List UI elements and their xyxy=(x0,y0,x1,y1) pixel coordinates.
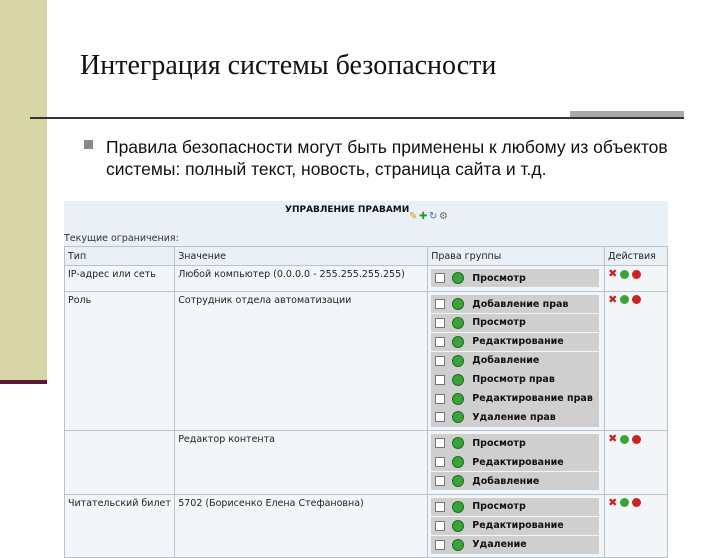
col-value: Значение xyxy=(175,247,428,266)
permission-item xyxy=(431,408,599,426)
delete-icon[interactable]: ✖ xyxy=(608,495,618,509)
permission-item xyxy=(431,453,599,471)
action-buttons xyxy=(608,434,664,444)
row-type: Роль xyxy=(65,291,175,430)
panel-title: УПРАВЛЕНИЕ ПРАВАМИ xyxy=(285,205,410,215)
table-row xyxy=(65,431,668,495)
permission-checkbox[interactable] xyxy=(435,412,445,422)
permission-label: Просмотр xyxy=(472,501,526,513)
granted-icon xyxy=(452,272,464,284)
permission-label: Просмотр xyxy=(472,437,526,449)
row-perms xyxy=(428,494,605,558)
table-row xyxy=(65,291,668,430)
permission-item xyxy=(431,434,599,452)
permission-checkbox[interactable] xyxy=(435,318,445,328)
col-type: Тип xyxy=(65,247,175,266)
granted-icon xyxy=(452,475,464,487)
table-row xyxy=(65,266,668,292)
permission-checkbox[interactable] xyxy=(435,502,445,512)
permission-item xyxy=(431,389,599,407)
apply-icon[interactable] xyxy=(620,435,629,444)
permission-label: Добавление xyxy=(472,355,540,367)
action-buttons xyxy=(608,269,664,279)
table-row xyxy=(65,494,668,558)
permission-checkbox[interactable] xyxy=(435,337,445,347)
action-buttons xyxy=(608,292,664,306)
permission-item xyxy=(431,370,599,388)
permission-label: Редактирование прав xyxy=(472,393,593,405)
permission-checkbox[interactable] xyxy=(435,540,445,550)
side-decor-band xyxy=(0,0,47,383)
granted-icon xyxy=(452,501,464,513)
delete-icon[interactable]: ✖ xyxy=(608,292,618,306)
permission-label: Добавление прав xyxy=(472,298,569,310)
permission-item xyxy=(431,314,599,332)
granted-icon xyxy=(452,437,464,449)
row-perms xyxy=(428,431,605,495)
permission-item xyxy=(431,333,599,351)
granted-icon xyxy=(452,539,464,551)
permission-checkbox[interactable] xyxy=(435,299,445,309)
col-perms: Права группы xyxy=(428,247,605,266)
permission-item xyxy=(431,269,599,287)
col-actions: Действия xyxy=(605,247,668,266)
row-type: IP-адрес или сеть xyxy=(65,266,175,292)
permission-label: Просмотр xyxy=(472,272,526,284)
remove-icon[interactable] xyxy=(632,295,641,304)
row-value: Сотрудник отдела автоматизации xyxy=(175,291,428,430)
side-decor-bottom xyxy=(0,380,47,384)
row-actions xyxy=(605,291,668,430)
permission-label: Просмотр xyxy=(472,317,526,329)
action-buttons xyxy=(608,495,664,509)
apply-icon[interactable] xyxy=(620,498,629,507)
permission-item xyxy=(431,295,599,313)
permission-item xyxy=(431,472,599,490)
permission-checkbox[interactable] xyxy=(435,521,445,531)
remove-icon[interactable] xyxy=(632,435,641,444)
granted-icon xyxy=(452,355,464,367)
apply-icon[interactable] xyxy=(620,270,629,279)
permission-label: Удаление прав xyxy=(472,411,556,423)
granted-icon xyxy=(452,317,464,329)
panel-toolbar xyxy=(409,204,449,223)
permission-checkbox[interactable] xyxy=(435,438,445,448)
pencil-icon[interactable]: ✎ xyxy=(409,211,418,222)
permission-item xyxy=(431,498,599,516)
permission-checkbox[interactable] xyxy=(435,273,445,283)
permission-checkbox[interactable] xyxy=(435,394,445,404)
row-perms xyxy=(428,291,605,430)
permission-checkbox[interactable] xyxy=(435,356,445,366)
permission-checkbox[interactable] xyxy=(435,375,445,385)
remove-icon[interactable] xyxy=(632,270,641,279)
permission-label: Добавление xyxy=(472,475,540,487)
add-icon[interactable]: ✚ xyxy=(419,211,428,222)
bullet-square-icon xyxy=(84,140,93,149)
row-perms xyxy=(428,266,605,292)
permission-label: Редактирование xyxy=(472,336,564,348)
permission-label: Удаление xyxy=(472,539,527,551)
granted-icon xyxy=(452,411,464,423)
rules-table xyxy=(64,246,668,558)
apply-icon[interactable] xyxy=(620,295,629,304)
permission-label: Редактирование xyxy=(472,456,564,468)
side-decor-line xyxy=(47,0,50,383)
granted-icon xyxy=(452,393,464,405)
row-value: Любой компьютер (0.0.0.0 - 255.255.255.255) xyxy=(175,266,428,292)
row-type: Читательский билет xyxy=(65,494,175,558)
granted-icon xyxy=(452,298,464,310)
granted-icon xyxy=(452,520,464,532)
bullet-text: Правила безопасности могут быть применены к любому из объектов системы: полный текст, новость, страница сайта и т.д. xyxy=(106,137,668,179)
slide-title: Интеграция системы безопасности xyxy=(80,50,497,81)
permission-checkbox[interactable] xyxy=(435,457,445,467)
permission-item xyxy=(431,517,599,535)
granted-icon xyxy=(452,456,464,468)
rights-management-screenshot xyxy=(64,201,668,551)
delete-icon[interactable]: ✖ xyxy=(608,267,618,280)
table-header xyxy=(65,247,668,266)
remove-icon[interactable] xyxy=(632,498,641,507)
permission-label: Редактирование xyxy=(472,520,564,532)
granted-icon xyxy=(452,336,464,348)
title-rule xyxy=(30,117,684,119)
settings-icon[interactable]: ⚙ xyxy=(439,211,448,222)
delete-icon[interactable]: ✖ xyxy=(608,432,618,446)
row-actions xyxy=(605,431,668,495)
row-value: Редактор контента xyxy=(175,431,428,495)
row-type xyxy=(65,431,175,495)
permission-checkbox[interactable] xyxy=(435,476,445,486)
permission-item xyxy=(431,352,599,370)
restrictions-label: Текущие ограничения: xyxy=(64,233,179,244)
row-actions xyxy=(605,494,668,558)
permission-item xyxy=(431,536,599,554)
row-actions xyxy=(605,266,668,292)
row-value: 5702 (Борисенко Елена Стефановна) xyxy=(175,494,428,558)
granted-icon xyxy=(452,374,464,386)
refresh-icon[interactable]: ↻ xyxy=(429,211,438,222)
permission-label: Просмотр прав xyxy=(472,374,555,386)
